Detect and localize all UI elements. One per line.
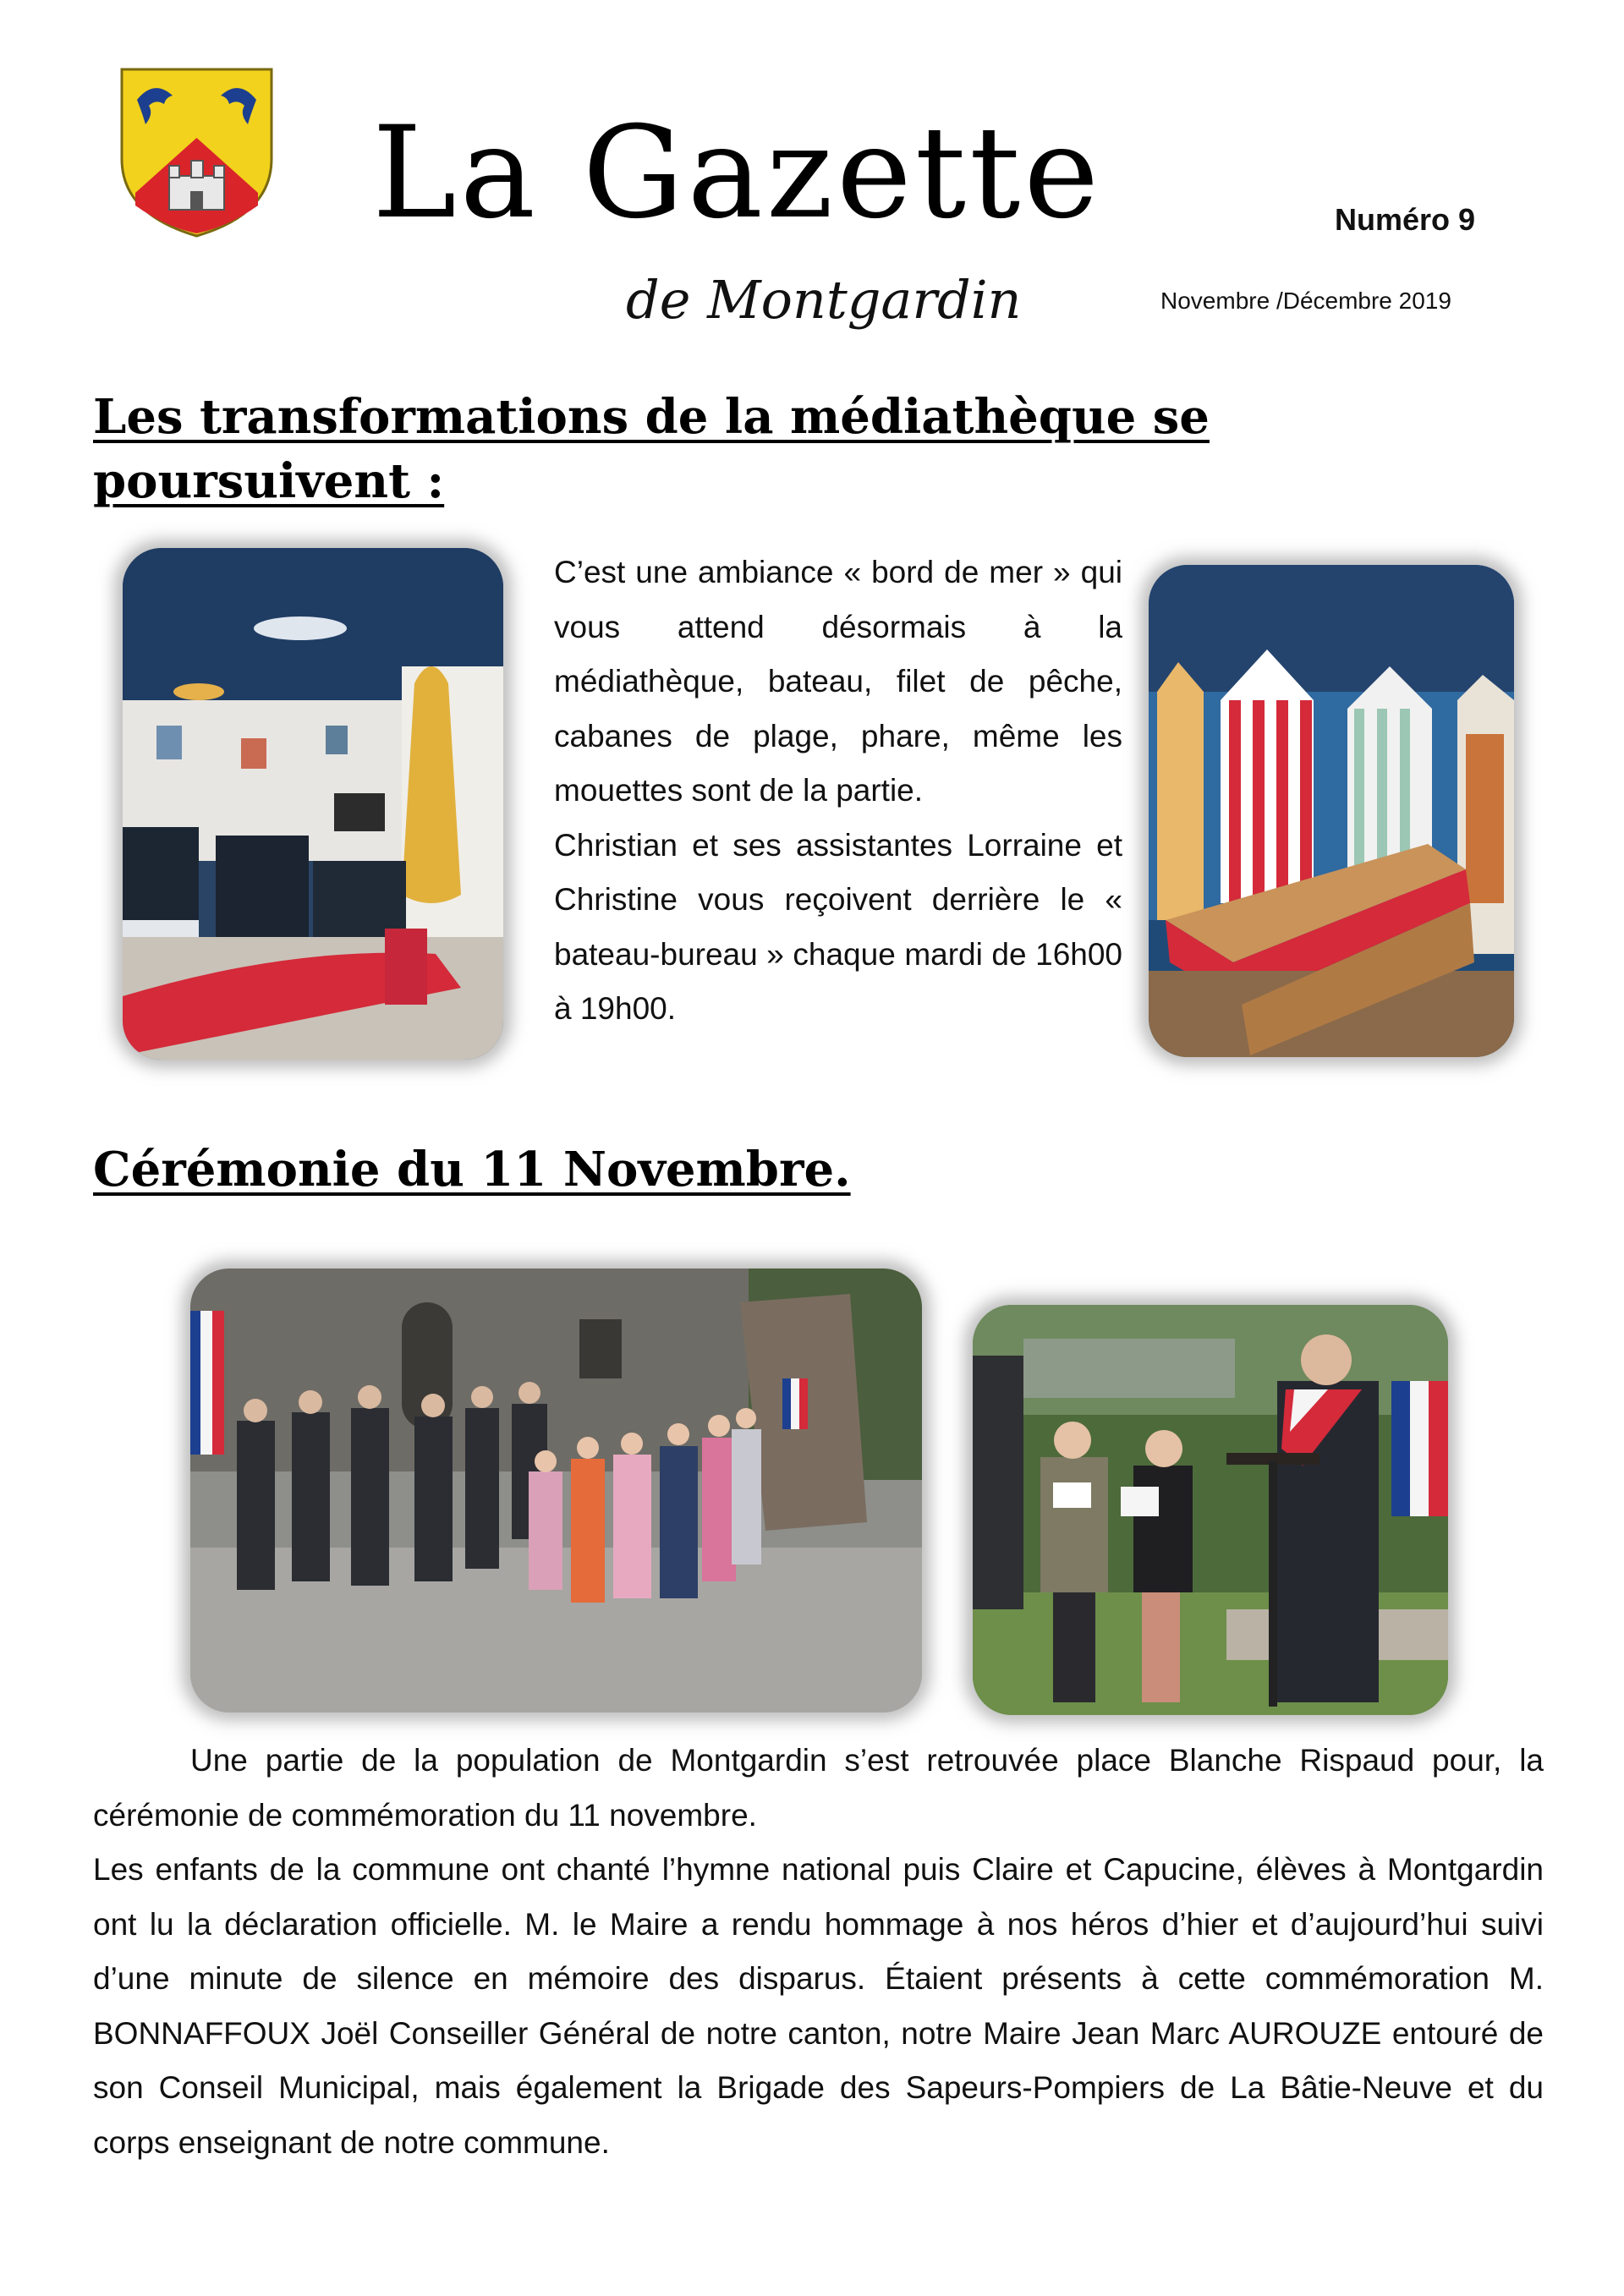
gazette-title: La Gazette [372,100,1103,247]
coat-of-arms-icon [118,66,275,239]
ceremony-crowd-photo [190,1269,922,1712]
gazette-subtitle: de Montgardin [626,269,1022,331]
ceremony-paragraph-2: Les enfants de la commune ont chanté l’hymne national puis Claire et Capucine, élèves à Montgardin ont lu la déclaration officielle. M. le Maire a rendu hommage à nos héros d’hier et d’aujourd’hui suivi d’une minute de silence en mémoire des disparus. Étaient présents à cette commémoration M. BONNAFFOUX Joël Conseiller Général de notre canton, notre Maire Jean Marc AUROUZE entouré de son Conseil Municipal, mais également la Brigade des Sapeurs-Pompiers de La Bâtie-Neuve et du corps enseignant de notre commune. [93,1852,1544,2160]
mediatheque-text [554,545,1122,1037]
mediatheque-lounge-photo [123,548,503,1060]
mediatheque-heading: Les transformations de la médiathèque se poursuivent : [93,389,1210,509]
mediatheque-paragraph-1: C’est une ambiance « bord de mer » qui vous attend désormais à la médiathèque, bateau, filet de pêche, cabanes de plage, phare, même les mouettes sont de la partie. [554,555,1122,808]
ceremony-paragraph-1: Une partie de la population de Montgardin s’est retrouvée place Blanche Rispaud pour, la cérémonie de commémoration du 11 novembre. [93,1743,1544,1833]
issue-number: Numéro 9 [1335,202,1476,237]
ceremony-speech-photo [973,1305,1448,1715]
mediatheque-paragraph-2: Christian et ses assistantes Lorraine et Christine vous reçoivent derrière le « bateau-bureau » chaque mardi de 16h00 à 19h00. [554,827,1122,1026]
issue-date: Novembre /Décembre 2019 [1160,288,1451,314]
ceremony-text [93,1734,1544,2170]
ceremony-heading: Cérémonie du 11 Novembre. [93,1142,851,1197]
beach-cabins-photo [1149,565,1514,1057]
